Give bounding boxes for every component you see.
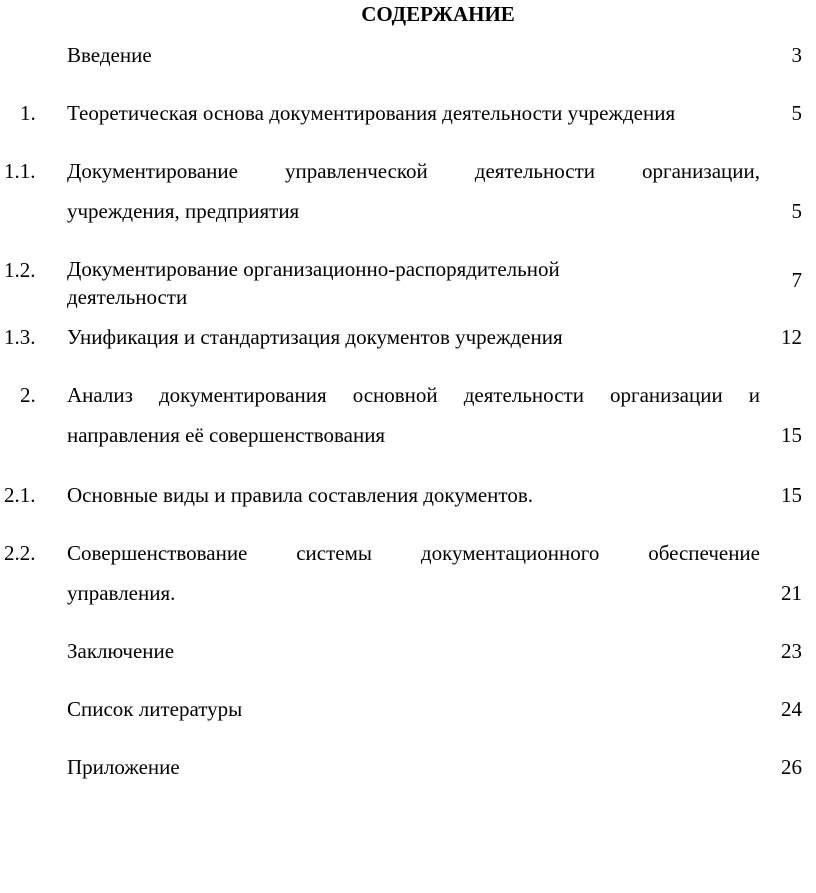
toc-entry-page: 21 xyxy=(781,581,802,605)
toc-entry-page: 5 xyxy=(791,101,802,125)
toc-entry-text-line2: деятельности xyxy=(67,285,188,309)
toc-entry-text: Список литературы xyxy=(67,697,243,721)
toc-entry-text: Приложение xyxy=(67,755,180,779)
toc-entry-text: Введение xyxy=(67,43,152,67)
toc-entry-text-line1: Совершенствование системы документационного обеспечение xyxy=(67,541,760,565)
toc-entry-number: 2.2. xyxy=(4,541,36,565)
toc-entry-number: 1.3. xyxy=(4,325,36,349)
toc-entry-text: Заключение xyxy=(67,639,175,663)
toc-entry-page: 26 xyxy=(781,755,802,779)
toc-entry-page: 15 xyxy=(781,483,802,507)
toc-entry-text-line1: Документирование организационно-распорядительной xyxy=(67,257,560,281)
toc-entry-text: Теоретическая основа документирования деятельности учреждения xyxy=(67,101,676,125)
toc-entry-text-line1: Документирование управленческой деятельности организации, xyxy=(67,159,760,183)
toc-entry-number: 1. xyxy=(20,101,36,125)
toc-entry-page: 12 xyxy=(781,325,802,349)
toc-entry-text: Основные виды и правила составления документов. xyxy=(67,483,533,507)
toc-entry-page: 24 xyxy=(781,697,802,721)
page-title: СОДЕРЖАНИЕ xyxy=(361,2,515,26)
toc-entry-text: Унификация и стандартизация документов учреждения xyxy=(67,325,563,349)
toc-entry-text-line1: Анализ документирования основной деятельности организации и xyxy=(67,383,760,407)
toc-entry-page: 7 xyxy=(791,268,802,292)
toc-entry-text-line2: учреждения, предприятия xyxy=(67,199,300,223)
toc-entry-number: 2.1. xyxy=(4,483,36,507)
toc-entry-page: 23 xyxy=(781,639,802,663)
toc-entry-page: 3 xyxy=(791,43,802,67)
toc-entry-number: 1.2. xyxy=(4,258,36,282)
toc-entry-text-line2: направления её совершенствования xyxy=(67,423,386,447)
toc-entry-page: 5 xyxy=(791,199,802,223)
toc-entry-number: 2. xyxy=(20,383,36,407)
toc-entry-text-line2: управления. xyxy=(67,581,176,605)
toc-entry-page: 15 xyxy=(781,423,802,447)
toc-entry-number: 1.1. xyxy=(4,159,36,183)
